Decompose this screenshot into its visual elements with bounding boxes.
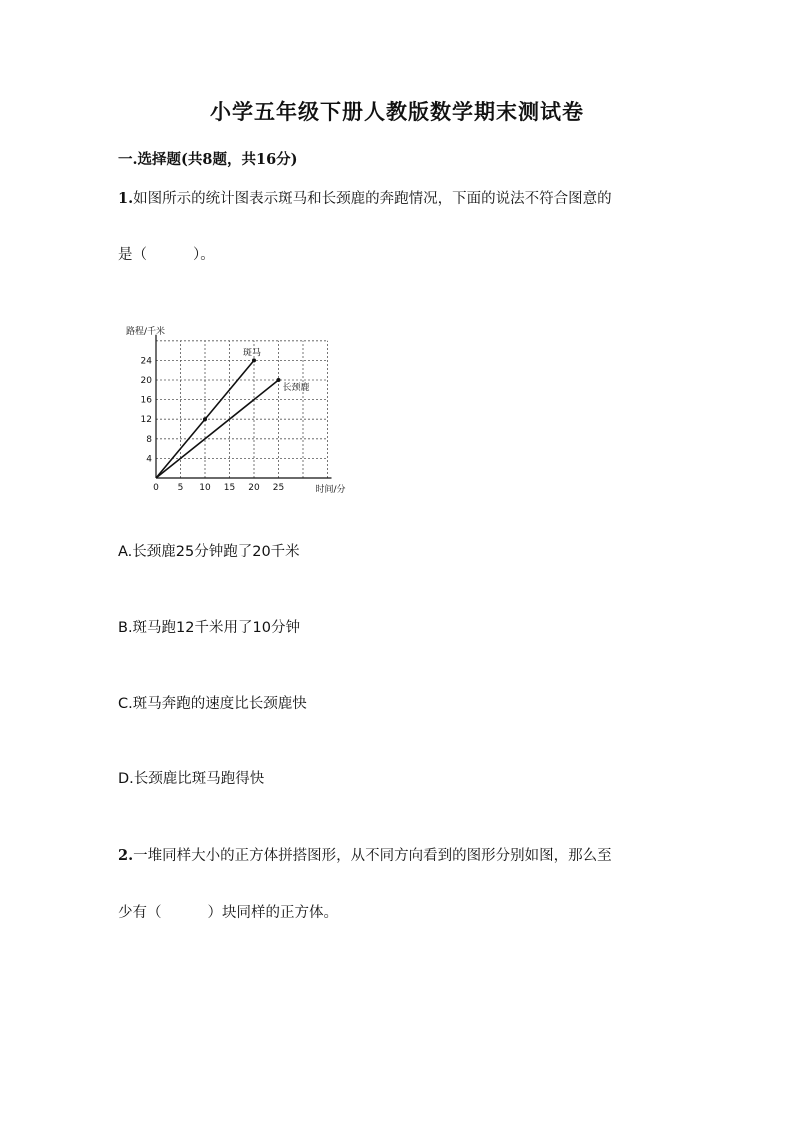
giraffe-line (156, 380, 279, 478)
question-1-stem: 如图所示的统计图表示斑马和长颈鹿的奔跑情况，下面的说法不符合图意的 (133, 191, 612, 207)
x-tick-label: 5 (177, 483, 184, 493)
zebra-line-label: 斑马 (242, 348, 262, 359)
option-c[interactable]: C.斑马奔跑的速度比长颈鹿快 (118, 696, 307, 712)
question-2-line-2 (118, 901, 338, 922)
x-tick-label: 25 (272, 483, 285, 493)
question-2-line-1 (118, 844, 612, 865)
question-1-number: 1. (118, 190, 134, 207)
chart-svg (118, 322, 368, 502)
question-1-line-1 (118, 187, 612, 208)
x-tick-label: 15 (223, 483, 236, 493)
question-2-stem-end-open: 少有（ (118, 905, 162, 921)
option-a[interactable]: A.长颈鹿25分钟跑了20千米 (118, 544, 300, 560)
x-axis-label: 时间/分 (315, 485, 346, 495)
section-heading: 一.选择题(共8题，共16分) (118, 151, 298, 168)
x-tick-label: 20 (248, 483, 260, 493)
y-tick-label: 4 (146, 454, 152, 465)
zebra-point (252, 358, 256, 362)
y-tick-label: 24 (140, 356, 152, 367)
x-tick-label: 0 (153, 483, 159, 493)
option-d[interactable]: D.长颈鹿比斑马跑得快 (118, 771, 265, 787)
y-tick-label: 20 (140, 376, 152, 386)
question-2-stem-end-close: ）块同样的正方体。 (207, 905, 338, 921)
distance-time-chart (118, 322, 368, 502)
y-tick-label: 16 (140, 395, 152, 406)
giraffe-line-label: 长颈鹿 (282, 383, 310, 393)
option-b[interactable]: B.斑马跑12千米用了10分钟 (118, 620, 300, 636)
question-2-stem: 一堆同样大小的正方体拼搭图形，从不同方向看到的图形分别如图，那么至 (133, 848, 612, 864)
x-tick-label: 10 (199, 483, 211, 493)
question-1-line-2 (118, 243, 215, 264)
y-tick-label: 12 (140, 415, 152, 426)
zebra-point (203, 417, 207, 421)
y-axis-label: 路程/千米 (126, 327, 166, 337)
question-1-stem-end-open: 是（ (118, 247, 147, 263)
giraffe-point (277, 378, 281, 382)
question-1-stem-end-close: ）。 (193, 247, 215, 263)
page-title: 小学五年级下册人教版数学期末测试卷 (210, 99, 584, 124)
y-tick-label: 8 (146, 434, 152, 445)
question-2-number: 2. (118, 847, 134, 864)
